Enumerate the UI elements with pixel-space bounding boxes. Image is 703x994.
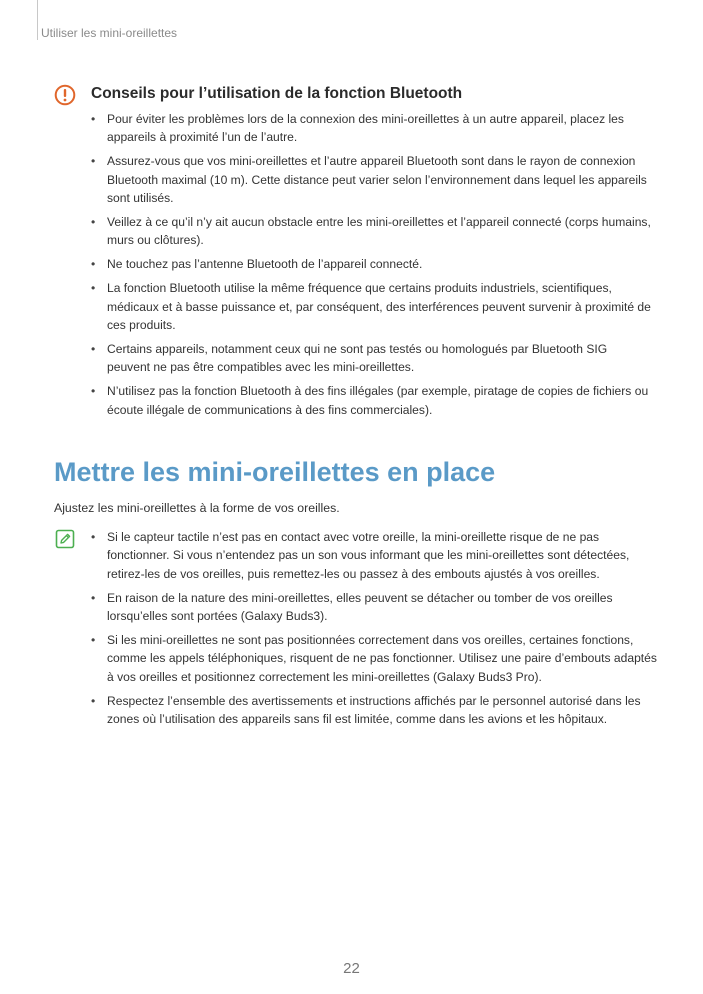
caution-icon (54, 84, 76, 106)
header-rule (37, 0, 38, 40)
note-item: • En raison de la nature des mini-oreillettes, elles peuvent se détacher ou tomber de vos oreilles lorsqu’elles sont portées (Galaxy Buds3). (91, 589, 657, 626)
caution-item: • Ne touchez pas l’antenne Bluetooth de l’appareil connecté. (91, 255, 651, 273)
caution-item: • Assurez-vous que vos mini-oreillettes et l’autre appareil Bluetooth sont dans le rayon de connexion Bluetooth maximal (10 m). Cette distance peut varier selon l’environnement dans lequel les appareils sont utilisés. (91, 152, 651, 207)
caution-item: • Pour éviter les problèmes lors de la connexion des mini-oreillettes à un autre appareil, placez les appareils à proximité l’un de l’autre. (91, 110, 651, 147)
section-title: Mettre les mini-oreillettes en place (54, 457, 496, 487)
page-number: 22 (343, 960, 360, 977)
note-item: • Si le capteur tactile n’est pas en contact avec votre oreille, la mini-oreillette risque de ne pas fonctionner. Si vous n’entendez pas un son vous informant que les mini-oreillettes sont détectées, retirez-les de vos oreilles, puis remettez-les ou passez à des embouts ajustés à vos oreilles. (91, 528, 657, 583)
caution-item: • N’utilisez pas la fonction Bluetooth à des fins illégales (par exemple, piratage de copies de fichiers ou écoute illégale de communications à des fins commerciales). (91, 382, 651, 419)
note-pencil-icon (55, 529, 75, 549)
note-item: • Respectez l’ensemble des avertissements et instructions affichés par le personnel autorisé dans les zones où l’utilisation des appareils sans fil est limitée, comme dans les avions et les hôpitaux. (91, 692, 657, 729)
note-item: • Si les mini-oreillettes ne sont pas positionnées correctement dans vos oreilles, certaines fonctions, comme les appels téléphoniques, risquent de ne pas fonctionner. Utilisez une paire d’embouts adaptés à vos oreilles et positionnez correctement les mini-oreillettes (Galaxy Buds3 Pro). (91, 631, 657, 686)
caution-item: • La fonction Bluetooth utilise la même fréquence que certains produits industriels, scientifiques, médicaux et à basse puissance et, par conséquent, des interférences peuvent survenir à proximité de ces produits. (91, 279, 651, 334)
caution-title: Conseils pour l’utilisation de la fonction Bluetooth (91, 85, 463, 102)
caution-list (91, 110, 651, 425)
section-intro: Ajustez les mini-oreillettes à la forme de vos oreilles. (54, 501, 340, 515)
running-header: Utiliser les mini-oreillettes (41, 26, 178, 40)
caution-item: • Certains appareils, notamment ceux qui ne sont pas testés ou homologués par Bluetooth SIG peuvent ne pas être compatibles avec les mini-oreillettes. (91, 340, 651, 377)
caution-item: • Veillez à ce qu’il n’y ait aucun obstacle entre les mini-oreillettes et l’appareil connecté (corps humains, murs ou clôtures). (91, 213, 651, 250)
note-list (91, 528, 657, 734)
